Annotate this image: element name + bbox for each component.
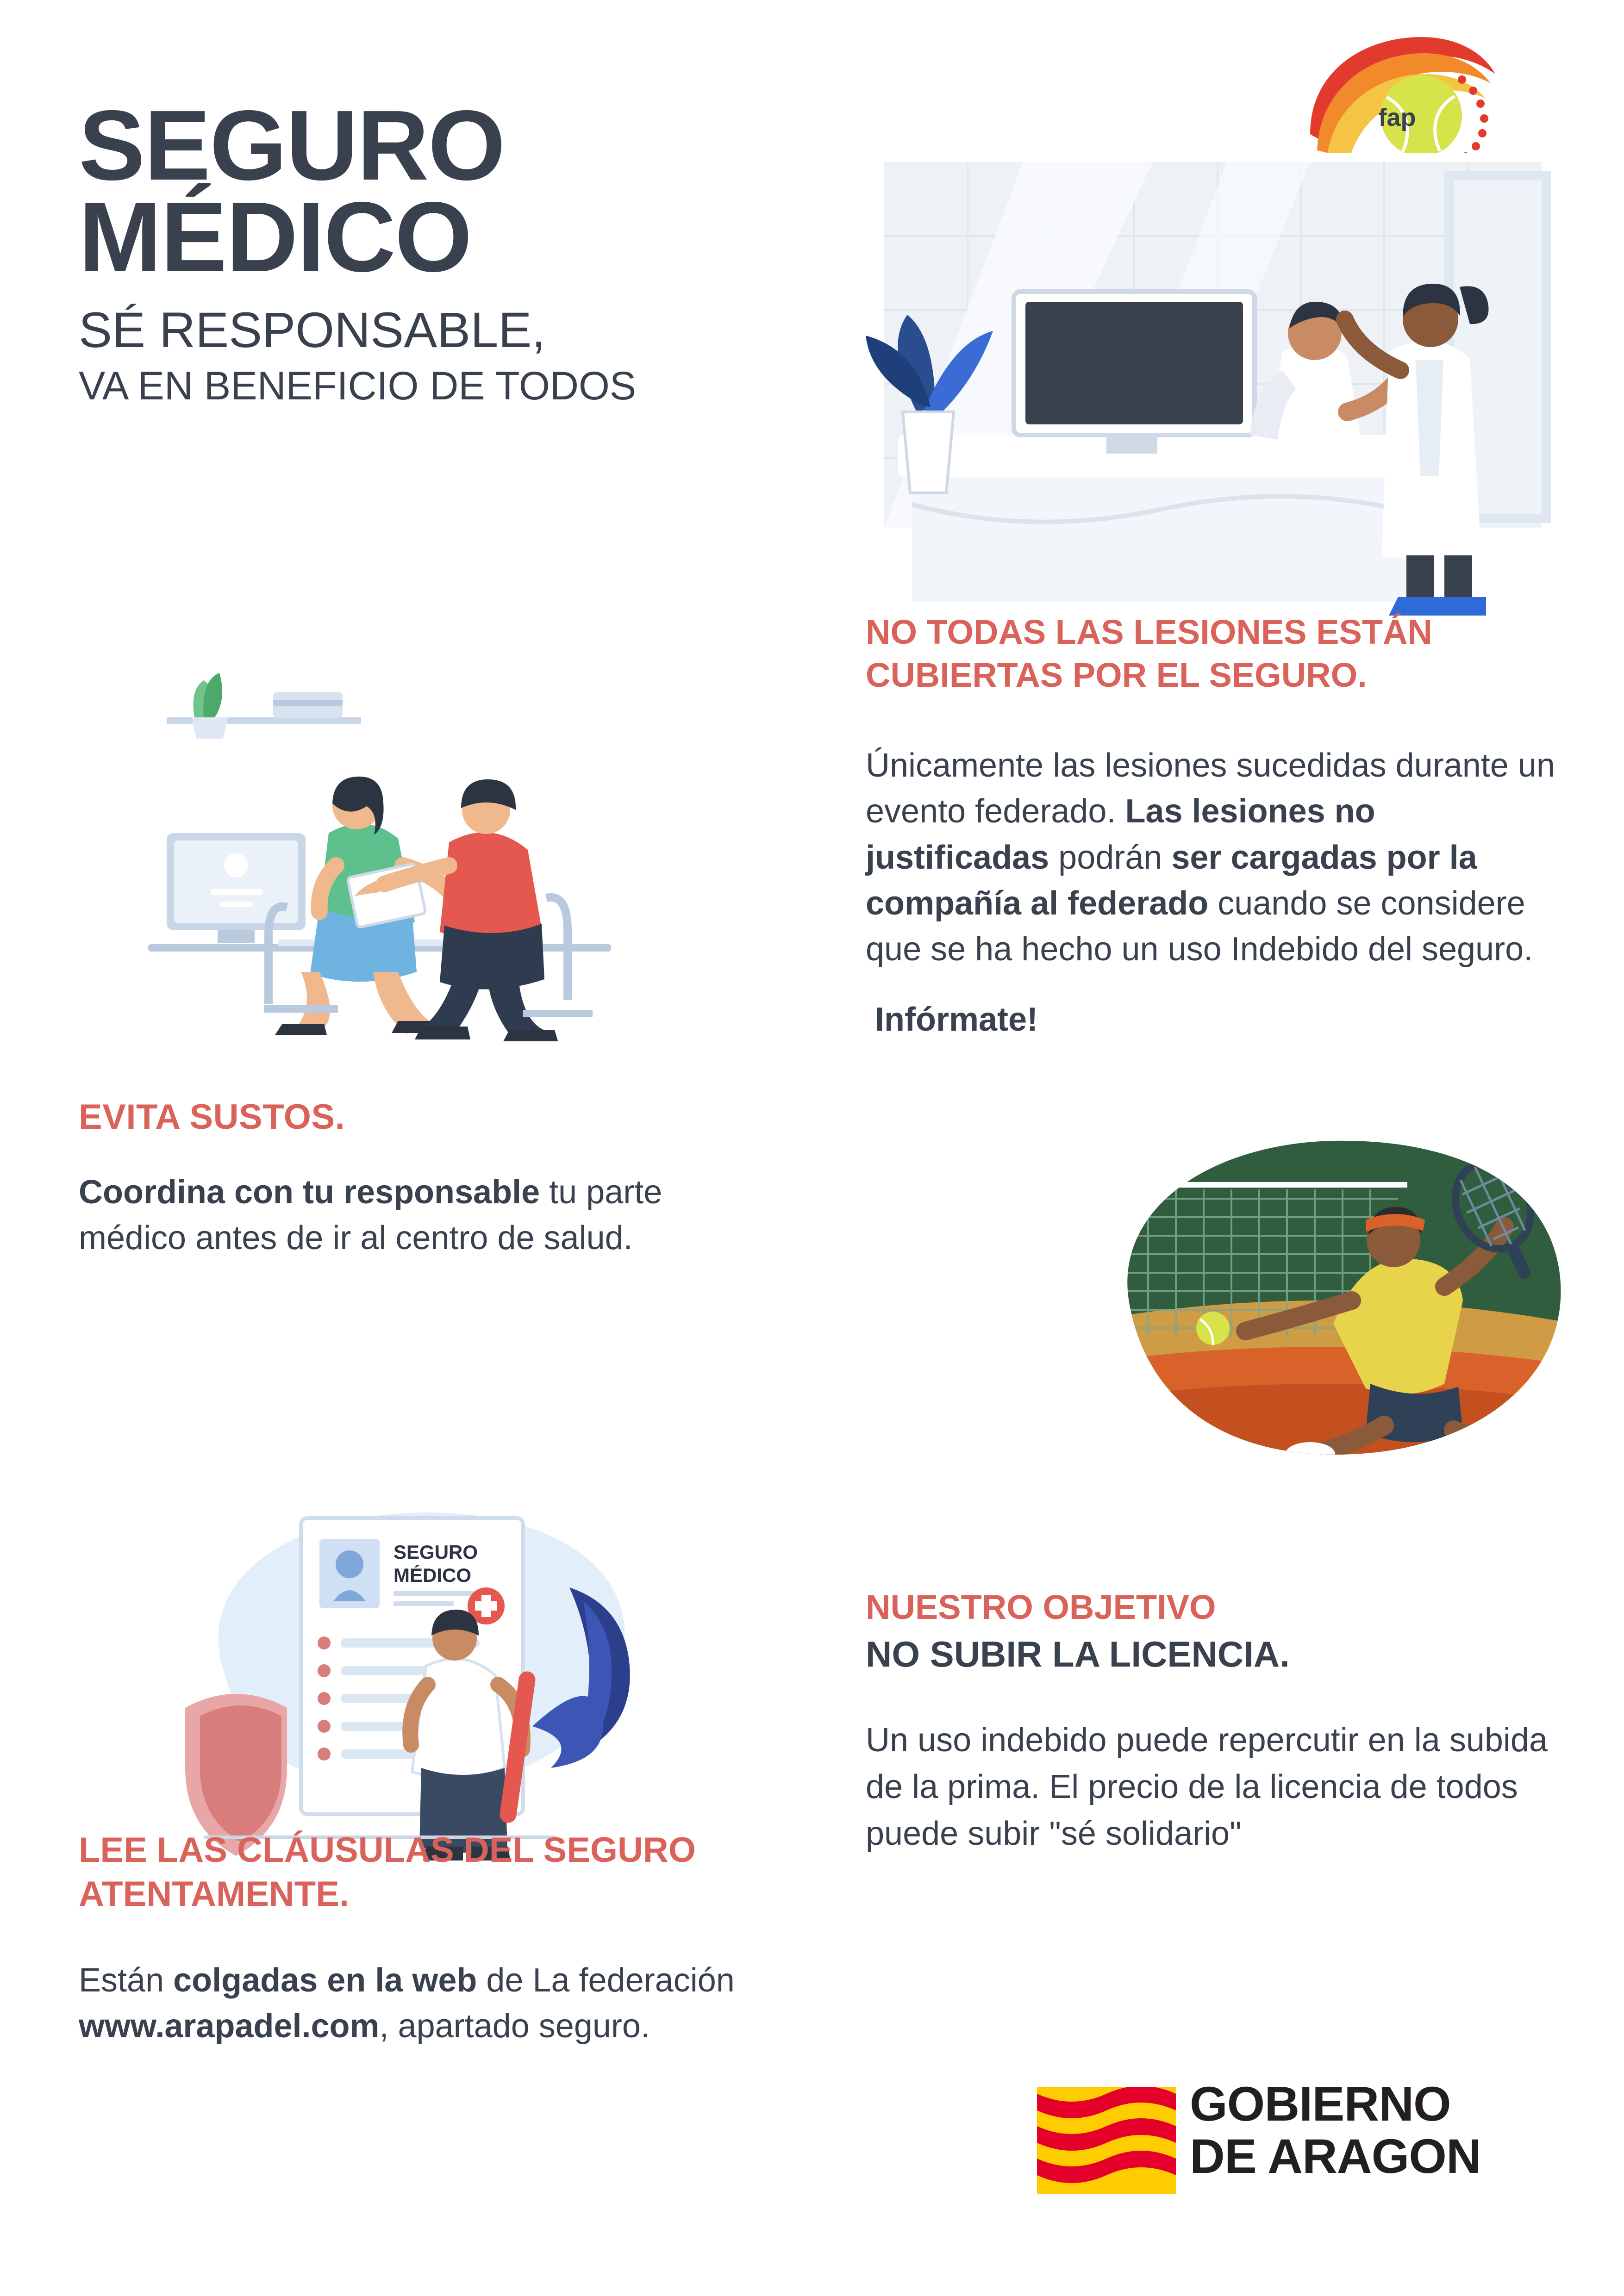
gobierno-line-1: GOBIERNO [1190, 2077, 1451, 2131]
insurance-card-illustration [102, 1449, 704, 1865]
fap-logo-label: fap [1378, 104, 1416, 131]
title-block [79, 89, 819, 409]
evita-sustos-heading: EVITA SUSTOS. [79, 1097, 345, 1137]
coverage-text-bold-1: Las lesiones no justificadas [866, 793, 1375, 876]
padel-player-illustration [1074, 1125, 1574, 1472]
coverage-text-end: cuando se considere que se ha hecho un uso Indebido del seguro. [866, 885, 1533, 968]
gobierno-de-aragon-logo [1037, 2073, 1560, 2217]
clausulas-bold-web: colgadas en la web [173, 1962, 477, 1999]
lee-clausulas-body [79, 1958, 782, 2050]
subtitle-primary: SÉ RESPONSABLE, [79, 301, 546, 358]
right-column-bottom [866, 1587, 1569, 1857]
subtitle-secondary: VA EN BENEFICIO DE TODOS [79, 363, 637, 408]
coordina-bold: Coordina con tu responsable [79, 1174, 540, 1211]
left-column-top [79, 1097, 764, 1262]
website-link[interactable]: www.arapadel.com [79, 2008, 380, 2045]
clinic-illustration [829, 153, 1579, 662]
gobierno-text [1190, 2078, 1481, 2183]
clausulas-end: , apartado seguro. [379, 2008, 650, 2045]
coordina-rest: tu parte médico antes de ir al centro de salud. [79, 1174, 662, 1257]
objective-subheading: NO SUBIR LA LICENCIA. [866, 1634, 1290, 1674]
meeting-illustration [79, 648, 681, 1041]
right-column-top [866, 611, 1555, 1039]
card-title-line-1: SEGURO [394, 1541, 478, 1563]
objective-heading: NUESTRO OBJETIVO [866, 1588, 1216, 1626]
lee-clausulas-heading: LEE LAS CLÁUSULAS DEL SEGURO ATENTAMENTE. [79, 1830, 696, 1914]
objective-body: Un uso indebido puede repercutir en la subida de la prima. El precio de la licencia de todos puede subir "sé solidario" [866, 1722, 1548, 1852]
gobierno-line-2: DE ARAGON [1190, 2129, 1481, 2184]
clausulas-mid: de La federación [477, 1962, 735, 1999]
card-title-line-2: MÉDICO [394, 1564, 471, 1586]
evita-sustos-body [79, 1170, 764, 1262]
coverage-text-mid: podrán [1049, 839, 1172, 876]
coverage-text-pre: Únicamente las lesiones sucedidas durante un evento federado. [866, 747, 1555, 830]
right-body-coverage [866, 743, 1560, 973]
right-heading-coverage: NO TODAS LAS LESIONES ESTÁN CUBIERTAS POR EL SEGURO. [866, 613, 1432, 694]
informate-callout: Infórmate! [875, 1001, 1038, 1038]
coverage-text-bold-2: ser cargadas por la compañía al federado [866, 839, 1477, 922]
clausulas-pre: Están [79, 1962, 174, 1999]
left-column-bottom [79, 1828, 782, 2050]
page-title: SEGURO MÉDICO [79, 89, 505, 292]
